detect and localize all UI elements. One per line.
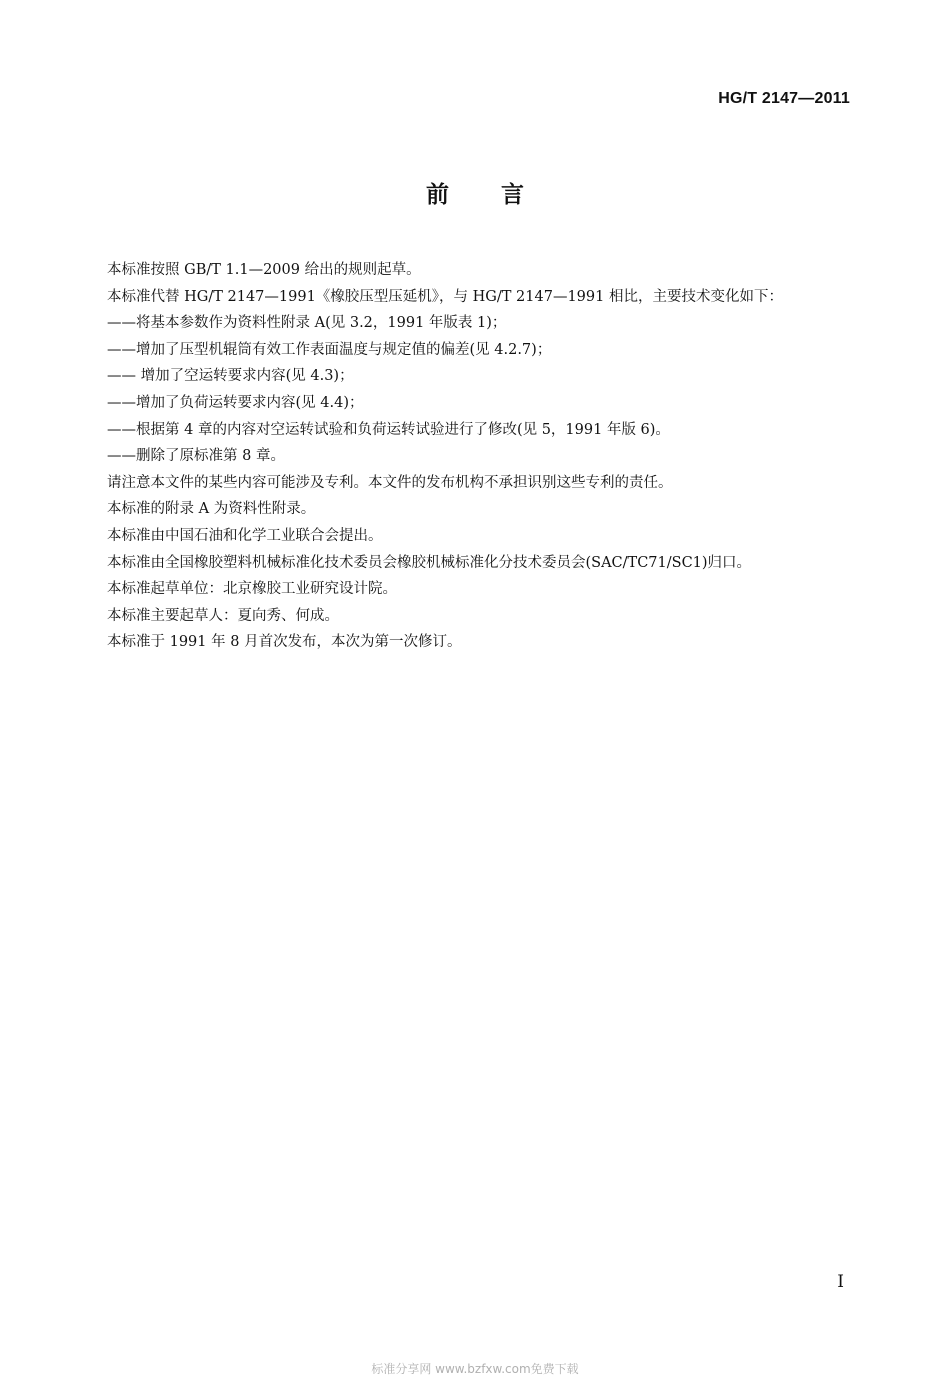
change-item-6: ——删除了原标准第 8 章。 — [107, 448, 285, 465]
paragraph-administrator: 本标准由全国橡胶塑料机械标准化技术委员会橡胶机械标准化分技术委员会(SAC/TC71/SC1)归口。 — [107, 554, 752, 571]
page-title — [0, 176, 950, 209]
paragraph-patent-notice: 请注意本文件的某些内容可能涉及专利。本文件的发布机构不承担识别这些专利的责任。 — [107, 474, 673, 491]
foreword-body — [78, 257, 850, 656]
change-item-4: ——增加了负荷运转要求内容(见 4.4)； — [107, 394, 364, 411]
document-code: HG/T 2147—2011 — [718, 90, 850, 107]
paragraph-drafting-unit: 本标准起草单位：北京橡胶工业研究设计院。 — [107, 581, 397, 598]
paragraph-release-history: 本标准于 1991 年 8 月首次发布，本次为第一次修订。 — [107, 634, 462, 651]
paragraph-appendix: 本标准的附录 A 为资料性附录。 — [107, 501, 316, 518]
change-item-1: ——将基本参数作为资料性附录 A(见 3.2，1991 年版表 1)； — [107, 315, 507, 332]
title-char-1: 前 — [426, 182, 449, 208]
paragraph-proposer: 本标准由中国石油和化学工业联合会提出。 — [107, 527, 383, 544]
page-number: I — [837, 1272, 844, 1292]
paragraph-drafting-rules: 本标准按照 GB/T 1.1—2009 给出的规则起草。 — [107, 262, 421, 278]
paragraph-replacement: 本标准代替 HG/T 2147—1991《橡胶压型压延机》，与 HG/T 2147—1991 相比，主要技术变化如下： — [107, 288, 783, 305]
title-char-2: 言 — [501, 182, 524, 208]
paragraph-drafters: 本标准主要起草人：夏向秀、何成。 — [107, 607, 339, 624]
change-item-3: —— 增加了空运转要求内容(见 4.3)； — [107, 368, 354, 385]
watermark: 标准分享网 www.bzfxw.com免费下载 — [371, 1362, 579, 1376]
change-item-2: ——增加了压型机辊筒有效工作表面温度与规定值的偏差(见 4.2.7)； — [107, 341, 552, 358]
change-item-5: ——根据第 4 章的内容对空运转试验和负荷运转试验进行了修改(见 5，1991 年版 6)。 — [107, 421, 670, 438]
